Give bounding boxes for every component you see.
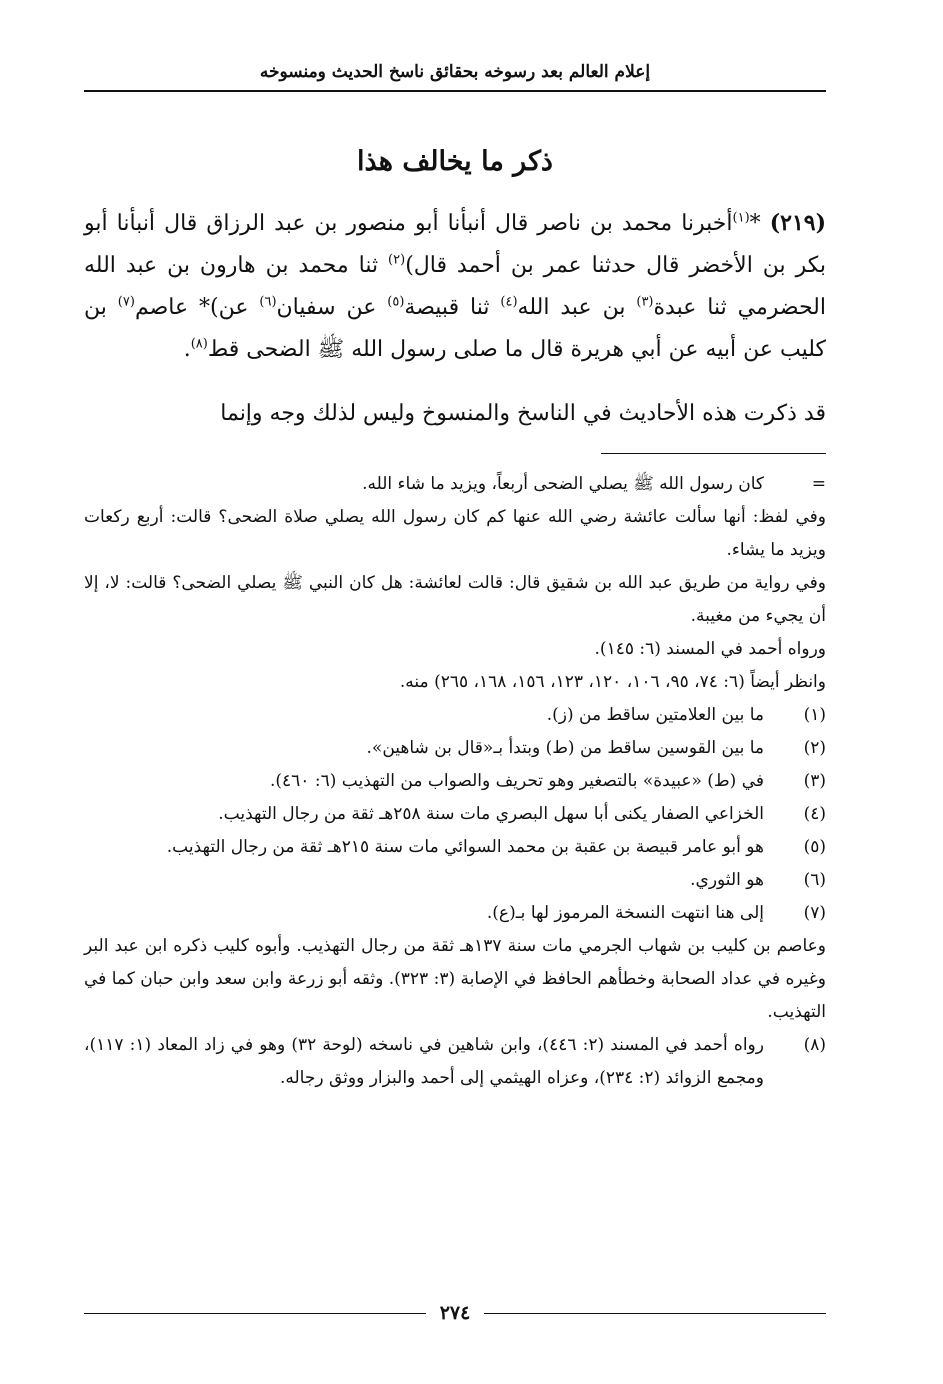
section-title: ذكر ما يخالف هذا [357,146,553,177]
footnote-separator [601,453,826,454]
footnote-ref-8: (٨) [190,336,208,352]
footnote-item [84,864,826,897]
hadith-text-2: أخبرنا محمد بن ناصر قال أنبأنا أبو منصور بن عبد الرزاق قال أنبأنا أبو بكر بن الأخضر قال حدثنا عمر بن أحمد قال) [84,211,827,278]
page-number: ٢٧٤ [439,1302,471,1324]
footnote-ref-7: (٧) [117,294,135,310]
footnote-text: الخزاعي الصفار يكنى أبا سهل البصري مات سنة ٢٥٨هـ ثقة من رجال التهذيب. [218,804,764,824]
hadith-text-8: بن كليب عن أبيه عن أبي هريرة قال ما صلى رسول الله ﷺ الضحى قط [84,295,826,362]
footnote-item [84,1029,826,1095]
hadith-text-3: ثنا محمد بن هارون بن عبد الله الحضرمي ثنا عبدة [84,253,826,320]
footnote-text: وانظر أيضاً (٦: ٧٤، ٩٥، ١٠٦، ١٢٠، ١٢٣، ١٥٦، ١٦٨، ٢٦٥) منه. [399,672,826,692]
footnote-mark: (١) [803,705,826,725]
footnote-item [84,501,826,567]
footnote-text: رواه أحمد في المسند (٢: ٤٤٦)، وابن شاهين في ناسخه (لوحة ٣٢) وهو في زاد المعاد (١: ١١٧)، ومجمع الزوائد (٢: ٢٣٤)، وعزاه الهيثمي إلى أحمد والبزار ووثق رجاله. [84,1035,764,1088]
footnote-mark: = [811,474,826,494]
page-footer [84,1298,826,1328]
footnote-text: ورواه أحمد في المسند (٦: ١٤٥). [594,639,826,659]
footnote-ref-2: (٢) [388,252,406,268]
footnote-text: وفي لفظ: أنها سألت عائشة رضي الله عنها كم كان رسول الله يصلي صلاة الضحى؟ قالت: أربع ركعات ويزيد ما يشاء. [84,507,826,560]
footnote-ref-4: (٤) [500,294,518,310]
footnote-ref-1: (١) [732,210,750,226]
footnote-item [84,468,826,501]
commentary-paragraph: قد ذكرت هذه الأحاديث في الناسخ والمنسوخ وليس لذلك وجه وإنما [220,401,826,426]
footnote-text: إلى هنا انتهت النسخة المرموز لها بـ(ع). [486,903,764,923]
hadith-text-7: عن)* عاصم [134,295,260,320]
hadith-number: (٢١٩) [769,210,826,236]
book-page [84,58,826,1328]
hadith-text-1: * [749,211,770,236]
footnote-ref-3: (٣) [636,294,654,310]
footnote-item [84,897,826,930]
footnote-item [84,831,826,864]
hadith-text-9: . [183,337,191,362]
footnote-mark: (٢) [803,738,826,758]
footnote-mark: (٥) [803,837,826,857]
footnote-text: ما بين القوسين ساقط من (ط) وبتدأ بـ«قال بن شاهين». [366,738,764,758]
footnote-text: وعاصم بن كليب بن شهاب الجرمي مات سنة ١٣٧هـ ثقة من رجال التهذيب. وأبوه كليب ذكره ابن عبد البر وغيره في عداد الصحابة وخطأهم الحافظ في الإصابة (٣: ٣٢٣). وثقه أبو زرعة وابن سعد وابن حبان كما في التهذيب. [84,936,826,1022]
footnote-item [84,699,826,732]
footer-rule-right [484,1313,826,1314]
footnote-item [84,666,826,699]
footnote-item [84,930,826,1029]
footnote-item [84,732,826,765]
footnotes [84,468,826,1095]
hadith-text-6: عن سفيان [276,295,388,320]
footnote-text: وفي رواية من طريق عبد الله بن شقيق قال: قالت لعائشة: هل كان النبي ﷺ يصلي الضحى؟ قالت: لا، إلا أن يجيء من مغيبة. [84,573,826,626]
footnote-item [84,798,826,831]
footnote-mark: (٤) [803,804,826,824]
footnote-text: هو الثوري. [690,870,764,890]
footnote-text: في (ط) «عبيدة» بالتصغير وهو تحريف والصواب من التهذيب (٦: ٤٦٠). [270,771,764,791]
footnote-ref-6: (٦) [259,294,277,310]
hadith-paragraph [84,202,826,371]
footnote-mark: (٧) [803,903,826,923]
footnote-mark: (٦) [803,870,826,890]
running-header: إعلام العالم بعد رسوخه بحقائق ناسخ الحديث ومنسوخه [84,58,826,92]
hadith-text-4: بن عبد الله [517,295,637,320]
footnote-text: كان رسول الله ﷺ يصلي الضحى أربعاً، ويزيد ما شاء الله. [362,474,764,494]
footnote-item [84,633,826,666]
footnote-mark: (٣) [803,771,826,791]
footnote-item [84,567,826,633]
footnote-mark: (٨) [803,1035,826,1055]
footnote-item [84,765,826,798]
footer-rule-left [84,1313,426,1314]
footnote-text: هو أبو عامر قبيصة بن عقبة بن محمد السوائي مات سنة ٢١٥هـ ثقة من رجال التهذيب. [166,837,764,857]
footnote-ref-5: (٥) [387,294,405,310]
hadith-text-5: ثنا قبيصة [404,295,501,320]
footnote-text: ما بين العلامتين ساقط من (ز). [546,705,764,725]
